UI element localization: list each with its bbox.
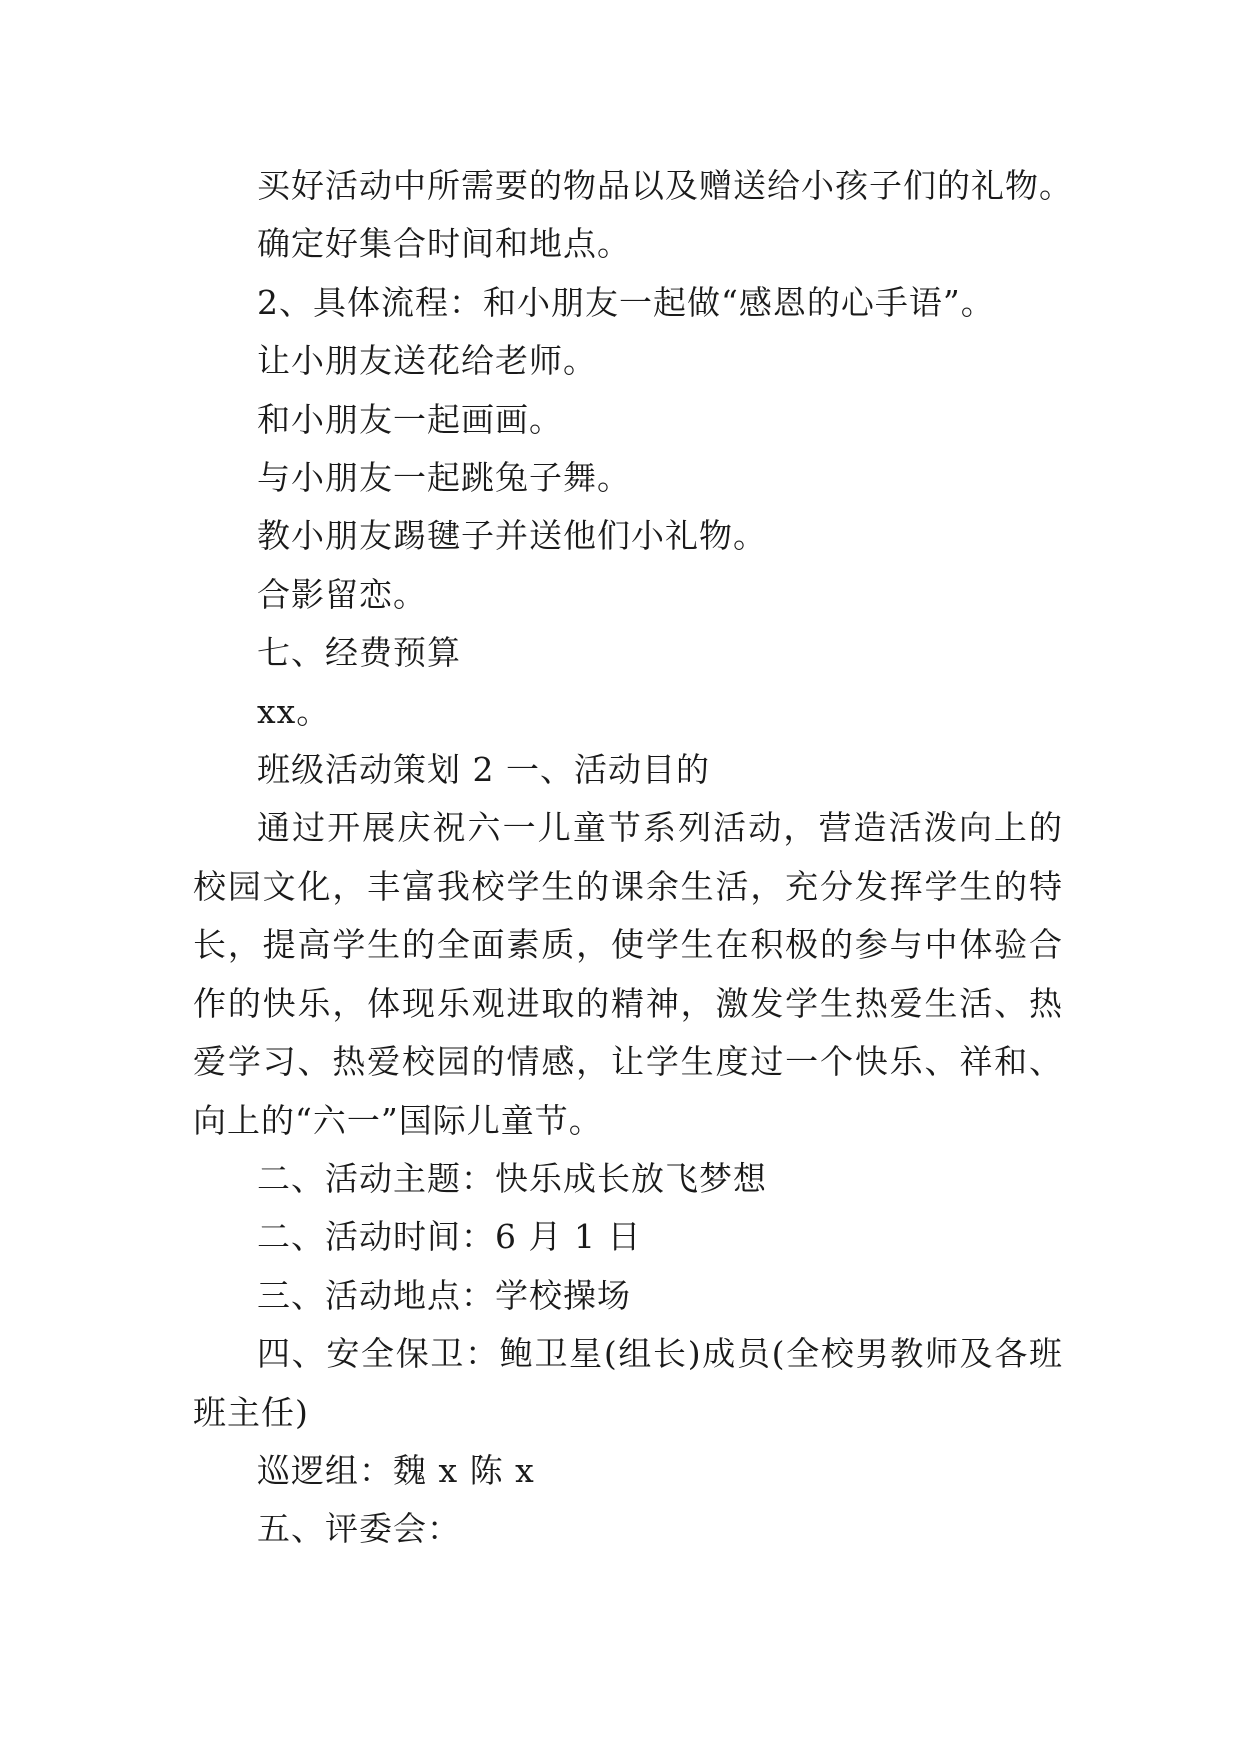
paragraph-security: 四、安全保卫：鲍卫星(组长)成员(全校男教师及各班班主任) xyxy=(193,1334,1063,1432)
text-line-shuttlecock: 教小朋友踢毽子并送他们小礼物。 xyxy=(257,516,767,556)
text-line-location: 三、活动地点：学校操场 xyxy=(257,1275,631,1315)
text-line-photo: 合影留恋。 xyxy=(257,574,427,614)
text-line-patrol: 巡逻组：魏 x 陈 x xyxy=(257,1450,535,1490)
paragraph-purpose: 通过开展庆祝六一儿童节系列活动，营造活泼向上的校园文化，丰富我校学生的课余生活，充分发挥学生的特长，提高学生的全面素质，使学生在积极的参与中体验合作的快乐，体现乐观进取的精神，激发学生热爱生活、热爱学习、热爱校园的情感，让学生度过一个快乐、祥和、向上的“六一”国际儿童节。 xyxy=(193,808,1063,1140)
section-heading-plan-2: 班级活动策划 2 一、活动目的 xyxy=(257,750,710,790)
text-line-process: 2、具体流程：和小朋友一起做“感恩的心手语”。 xyxy=(257,282,995,322)
document-body xyxy=(193,157,1073,1559)
text-line-jury: 五、评委会： xyxy=(257,1509,461,1549)
section-heading-budget: 七、经费预算 xyxy=(257,633,461,673)
text-line-meeting-point: 确定好集合时间和地点。 xyxy=(257,224,631,264)
text-line-dance: 与小朋友一起跳兔子舞。 xyxy=(257,458,631,498)
text-line-flowers: 让小朋友送花给老师。 xyxy=(257,341,597,381)
text-line-budget-value: xx。 xyxy=(257,691,331,731)
text-line-drawing: 和小朋友一起画画。 xyxy=(257,399,563,439)
text-line-supplies: 买好活动中所需要的物品以及赠送给小孩子们的礼物。 xyxy=(257,166,1073,205)
text-line-time: 二、活动时间：6 月 1 日 xyxy=(257,1217,642,1257)
text-line-theme: 二、活动主题：快乐成长放飞梦想 xyxy=(257,1158,767,1198)
